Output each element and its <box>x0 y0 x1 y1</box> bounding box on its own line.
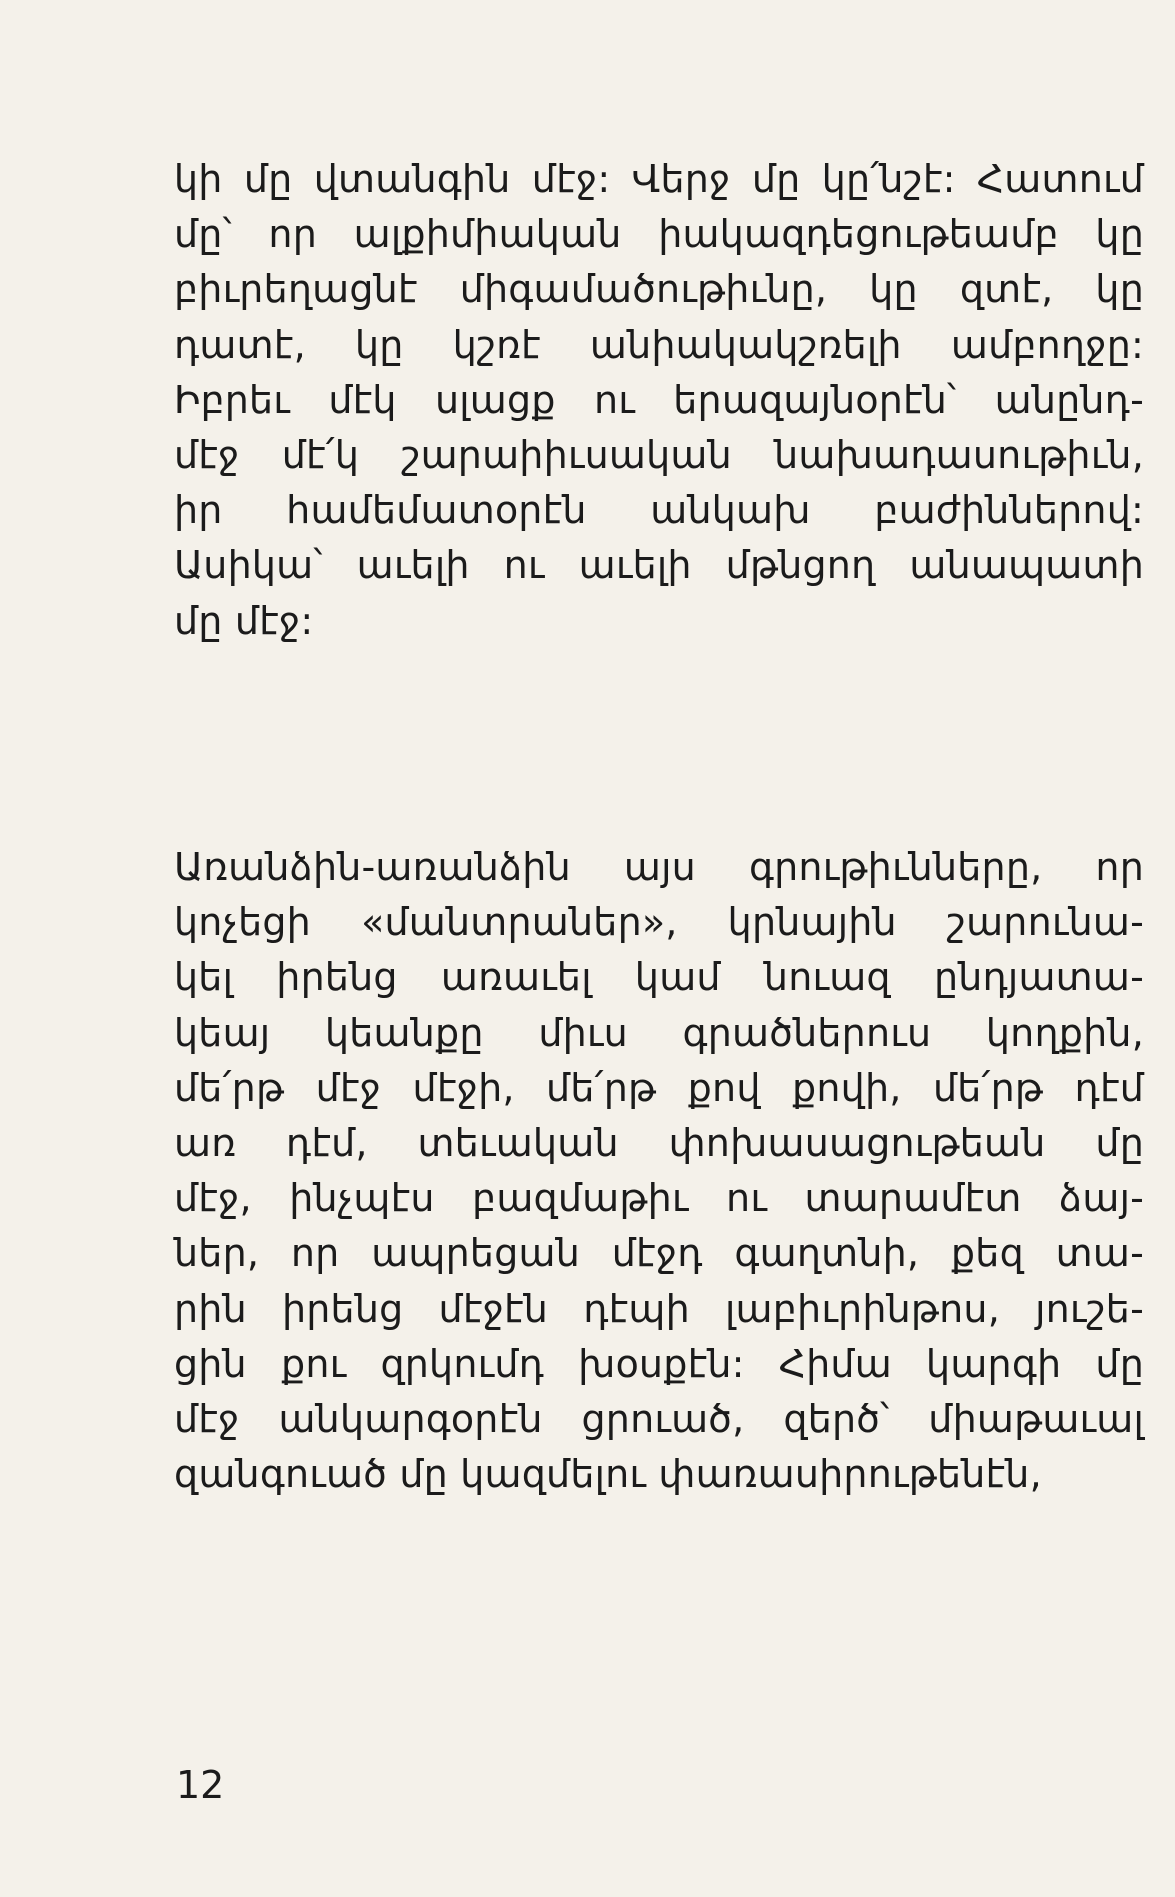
page-number: 12 <box>176 1763 225 1807</box>
text-line: Առանձին-առանձին այս գրութիւնները, որ <box>174 845 1144 889</box>
text-line: մը՝ որ ալքիմիական իակազդեցութեամբ կը <box>174 212 1144 257</box>
text-line: դատէ, կը կշռէ անիակակշռելի ամբողջը: <box>174 322 1144 367</box>
text-line: րին իրենց մէջէն դէպի լաբիւրինթոս, յուշե- <box>174 1286 1144 1331</box>
text-line: մէջ անկարգօրէն ցրուած, զերծ՝ միաթաւալ <box>174 1396 1144 1441</box>
text-line: Ասիկա՝ աւելի ու աւելի մթնցող անապատի <box>174 543 1144 588</box>
text-line: մե՛րթ մէջ մէջի, մե՛րթ քով քովի, մե՛րթ դէմ <box>174 1065 1144 1110</box>
text-line: Իբրեւ մէկ սլացք ու երազայնօրէն՝ անընդ- <box>174 377 1144 422</box>
text-line: մը մէջ: <box>174 598 314 643</box>
text-line: իր համեմատօրէն անկախ բաժիններով: <box>174 488 1144 533</box>
text-line: մէջ մէ՛կ շարաիիւսական նախադասութիւն, <box>174 432 1144 477</box>
text-line: առ դէմ, տեւական փոխասացութեան մը <box>174 1120 1144 1165</box>
text-line: ցին քու զրկումդ խօսքէն: Հիմա կարգի մը <box>174 1341 1144 1386</box>
text-line: կեայ կեանքը միւս գրածներուս կողքին, <box>174 1010 1144 1055</box>
text-line: ներ, որ ապրեցան մէջդ գաղտնի, քեզ տա- <box>174 1231 1144 1276</box>
paragraph-2 <box>174 840 1144 1502</box>
text-line: կոչեցի «մանտրաներ», կրնային շարունա- <box>174 900 1144 945</box>
text-line: կի մը վտանգին մէջ: Վերջ մը կը՛նշէ: Հատում <box>174 157 1144 201</box>
paragraph-1 <box>174 152 1144 649</box>
text-line: զանգուած մը կազմելու փառասիրութենէն, <box>174 1452 1042 1497</box>
text-line: կել իրենց առաւել կամ նուազ ընդյատա- <box>174 955 1144 1000</box>
text-line: մէջ, ինչպէս բազմաթիւ ու տարամէտ ձայ- <box>174 1176 1144 1221</box>
text-line: բիւրեղացնէ միգամածութիւնը, կը զտէ, կը <box>174 267 1144 312</box>
